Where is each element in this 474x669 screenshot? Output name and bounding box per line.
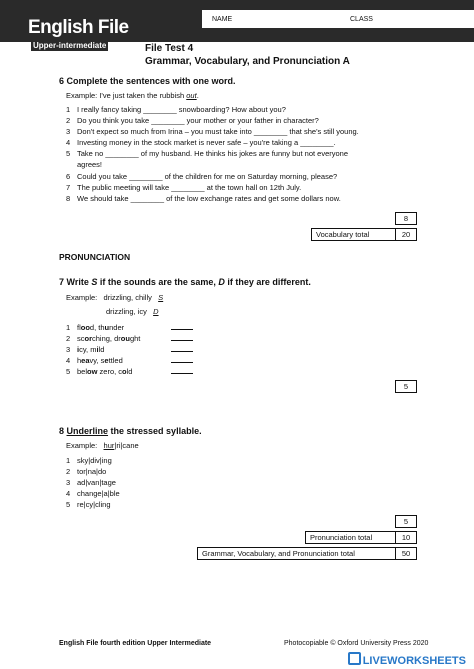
q6-score: 8	[403, 214, 409, 223]
q7-example-2	[106, 307, 159, 316]
q6-item	[66, 138, 426, 147]
word-part: cy, m	[79, 345, 97, 354]
q7-example-answer: S	[158, 293, 164, 302]
item-word[interactable]: tor|na|do	[77, 467, 107, 476]
q7-heading-start: 7 Write	[59, 277, 92, 287]
q8-example-label: Example:	[66, 441, 98, 450]
item-text: I really fancy taking ________ snowboarding? How about you?	[77, 105, 286, 114]
footer-edition: English File fourth edition Upper Intermediate	[59, 640, 212, 647]
q8-score: 5	[403, 517, 409, 526]
item-text: Investing money in the stock market is never safe – you're taking a ________.	[77, 138, 336, 147]
q8-heading-start: 8	[59, 426, 67, 436]
q6-example	[66, 91, 199, 100]
logo-subtitle: Upper-intermediate	[33, 41, 107, 50]
q6-item	[66, 149, 426, 158]
word-part: sc	[77, 334, 85, 343]
word-part: nder	[109, 323, 125, 332]
q7-example-label: Example:	[66, 293, 98, 302]
item-text: Could you take ________ of the children for me on Saturday morning, please?	[77, 172, 338, 181]
page-header	[0, 0, 474, 72]
grand-total-value: 50	[395, 548, 416, 559]
item-number: 1	[66, 323, 71, 332]
q8-item[interactable]	[66, 489, 426, 498]
word-part: ching, dr	[92, 334, 121, 343]
q7-heading-mid: if the sounds are the same,	[97, 277, 219, 287]
item-number: 1	[66, 456, 71, 465]
answer-blank[interactable]	[171, 355, 193, 363]
q6-example-text: Example: I've just taken the rubbish	[66, 91, 187, 100]
item-number: 3	[66, 127, 71, 136]
word-sound: o	[122, 367, 127, 376]
item-text: Don't expect so much from Irina – you must take into ________ that she's still young.	[77, 127, 359, 136]
item-text: Do you think you take ________ your mother or your father in character?	[77, 116, 319, 125]
vocab-total-label: Vocabulary total	[316, 230, 370, 239]
q8-score-box	[395, 515, 417, 528]
word-sound: or	[84, 334, 92, 343]
word-sound: i	[96, 345, 99, 354]
item-number: 2	[66, 467, 71, 476]
item-word[interactable]: sky|div|ing	[77, 456, 112, 465]
liveworksheets-logo	[348, 652, 466, 667]
item-word[interactable]: ad|van|tage	[77, 478, 116, 487]
item-text: Take no ________ of my husband. He thinks his jokes are funny but not everyone	[77, 149, 349, 158]
word-part: h	[77, 356, 82, 365]
q7-score-box	[395, 380, 417, 393]
name-class-bar	[202, 10, 474, 28]
q7-item	[66, 333, 426, 343]
item-number: 5	[66, 149, 71, 158]
grand-total-label: Grammar, Vocabulary, and Pronunciation total	[202, 549, 355, 558]
item-word[interactable]: change|a|ble	[77, 489, 120, 498]
word-part: ld	[126, 367, 133, 376]
answer-blank[interactable]	[171, 322, 193, 330]
liveworksheets-brand: LIVEWORKSHEETS	[362, 655, 466, 667]
word-part: bel	[77, 367, 88, 376]
q8-heading-underline: Underline	[66, 426, 109, 436]
logo-title: English File	[28, 17, 129, 38]
item-number: 5	[66, 367, 71, 376]
grand-total-box	[197, 547, 417, 560]
item-word[interactable]: re|cy|cling	[77, 500, 111, 509]
word-part: zero, c	[97, 367, 123, 376]
q6-item	[66, 105, 426, 114]
q7-item	[66, 366, 426, 376]
footer-copyright: Photocopiable © Oxford University Press 2020	[284, 640, 429, 647]
q7-heading-end: if they are different.	[224, 277, 311, 287]
vocab-total-value: 20	[395, 229, 416, 240]
word-part: vy, s	[89, 356, 105, 365]
word-sound: ea	[81, 356, 90, 365]
q8-item[interactable]	[66, 467, 426, 476]
pron-total-value: 10	[395, 532, 416, 543]
item-number: 3	[66, 345, 71, 354]
item-text: The public meeting will take ________ at the town hall on 12th July.	[77, 183, 302, 192]
item-number: 1	[66, 105, 71, 114]
word-sound: ou	[120, 334, 130, 343]
item-number: 8	[66, 194, 71, 203]
word-sound: i	[77, 345, 80, 354]
q7-example-words: drizzling, chilly	[103, 293, 152, 302]
q6-item	[66, 172, 426, 181]
word-part: ttled	[108, 356, 123, 365]
word-sound: oo	[80, 323, 90, 332]
q6-example-suffix: .	[196, 91, 199, 100]
q7-heading-s: S	[91, 277, 98, 287]
word-sound: u	[104, 323, 110, 332]
q7-example-1	[66, 293, 163, 302]
pron-total-box	[305, 531, 417, 544]
q7-heading	[59, 277, 311, 287]
pron-total-label: Pronunciation total	[310, 533, 373, 542]
q8-item[interactable]	[66, 500, 426, 509]
q6-heading: 6 Complete the sentences with one word.	[59, 76, 236, 86]
word-part: ght	[129, 334, 141, 343]
q7-item	[66, 355, 426, 365]
test-subtitle: Grammar, Vocabulary, and Pronunciation A	[145, 56, 350, 67]
q6-item	[66, 127, 426, 136]
item-number: 5	[66, 500, 71, 509]
name-label: NAME	[212, 16, 233, 23]
item-number: 4	[66, 138, 71, 147]
q6-example-answer: out	[186, 91, 197, 100]
q8-example	[66, 441, 139, 450]
item-number: 2	[66, 334, 71, 343]
q7-item	[66, 322, 426, 332]
q7-score: 5	[403, 382, 409, 391]
test-title: File Test 4	[145, 43, 194, 54]
q8-item[interactable]	[66, 478, 426, 487]
item-text: agrees!	[77, 160, 103, 169]
q8-item[interactable]	[66, 456, 426, 465]
answer-blank[interactable]	[171, 344, 193, 352]
q7-example-words: drizzling, icy	[106, 307, 147, 316]
class-label: CLASS	[350, 16, 373, 23]
word-part: d, th	[89, 323, 105, 332]
liveworksheets-icon	[348, 652, 361, 665]
vocab-total-box	[311, 228, 417, 241]
item-text: We should take ________ of the low exchange rates and get some dollars now.	[77, 194, 341, 203]
word-part: ld	[98, 345, 105, 354]
q8-heading	[59, 426, 202, 436]
item-number: 4	[66, 356, 71, 365]
item-number: 6	[66, 172, 71, 181]
answer-blank[interactable]	[171, 333, 193, 341]
section-pronunciation: PRONUNCIATION	[59, 252, 131, 262]
q8-example-stressed: hur	[103, 441, 115, 450]
q7-heading-d: D	[218, 277, 225, 287]
q8-heading-rest: the stressed syllable.	[108, 426, 202, 436]
q6-score-box	[395, 212, 417, 225]
q6-item	[66, 116, 426, 125]
item-number: 4	[66, 489, 71, 498]
word-sound: e	[104, 356, 109, 365]
q6-item	[66, 194, 426, 203]
q8-example-rest: |ri|cane	[114, 441, 139, 450]
item-number: 3	[66, 478, 71, 487]
answer-blank[interactable]	[171, 366, 193, 374]
word-part: fl	[77, 323, 81, 332]
q7-example-answer: D	[153, 307, 159, 316]
item-number: 2	[66, 116, 71, 125]
item-number: 7	[66, 183, 71, 192]
q6-item-continuation	[66, 160, 426, 169]
q6-item	[66, 183, 426, 192]
word-sound: ow	[87, 367, 98, 376]
q7-item	[66, 344, 426, 354]
